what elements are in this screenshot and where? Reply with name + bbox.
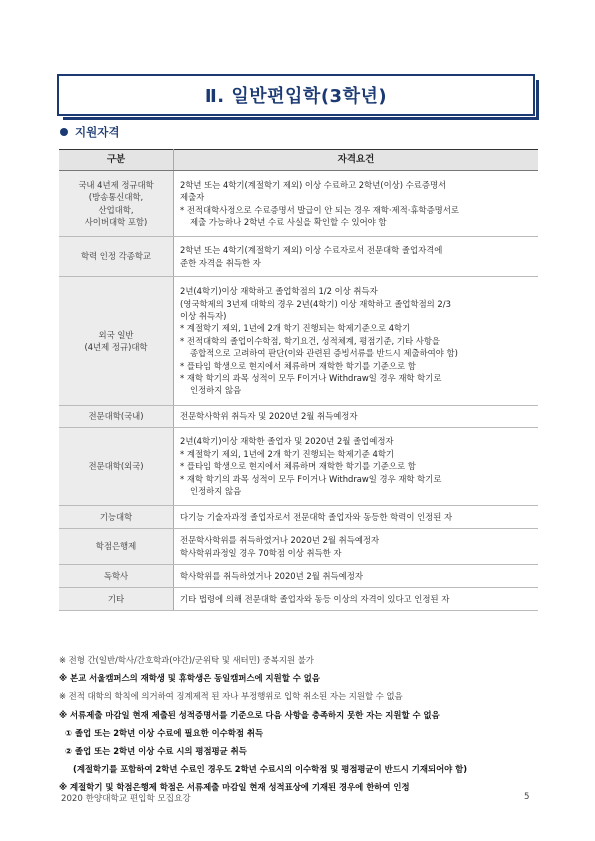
footer-text: 2020 한양대학교 편입학 모집요강 [61, 794, 191, 804]
note-line: ※ 계절학기 및 학점은행제 학점은 서류제출 마감일 현재 성적표상에 기재된 경우에 한하여 인정 [59, 782, 410, 793]
row-requirement [174, 588, 539, 611]
note-line: ※ 전형 간(일반/학사/간호학과(야간)/군위탁 및 새터민) 중복지원 불가 [59, 655, 314, 665]
category-line: 학점은행제 [95, 541, 137, 552]
table-row [59, 171, 538, 237]
requirement-line: 종합적으로 고려하여 판단(이와 관련된 증빙서류를 반드시 제출하여야 함) [190, 348, 458, 359]
requirement-line: 기타 법령에 의해 전문대학 졸업자와 동등 이상의 자격이 있다고 인정된 자 [180, 593, 450, 604]
column-header-category: 구분 [59, 150, 174, 171]
requirement-line: 학사학위를 취득하였거나 2020년 2월 취득예정자 [180, 570, 363, 581]
note-line: ② 졸업 또는 2학년 이상 수료 시의 평점평균 취득 [65, 746, 247, 757]
requirement-line: * 플타임 학생으로 현지에서 체류하며 재학한 학기를 기준으로 함 [180, 360, 416, 371]
requirement-line: 제출자 [180, 192, 205, 203]
requirement-line: 학사학위과정일 경우 70학점 이상 취득한 자 [180, 547, 342, 558]
requirement-line: 다기능 기술자과정 졸업자로서 전문대학 졸업자와 동등한 학력이 인정된 자 [180, 511, 453, 522]
requirement-line: 이상 취득자) [180, 310, 227, 321]
row-requirement [174, 428, 539, 506]
category-line: 기타 [107, 593, 125, 604]
category-line: 산업대학, [98, 204, 134, 215]
requirement-line: 인정하지 않음 [190, 385, 242, 396]
table-header-row [59, 150, 538, 171]
requirement-line: 2학년 또는 4학기(계절학기 제외) 이상 수료자로서 전문대학 졸업자격에 [180, 245, 443, 256]
category-line: 전문대학(국내) [88, 411, 144, 422]
requirement-line: 인정하지 않음 [190, 486, 242, 497]
note-line: ※ 서류제출 마감일 현재 제출된 성적증명서를 기준으로 다음 사항을 충족하지 못한 자는 지원할 수 없음 [59, 709, 440, 720]
note-line: (계절학기를 포함하여 2학년 수료인 경우도 2학년 수료시의 이수학점 및 평점평균이 반드시 기재되어야 함) [73, 764, 468, 775]
category-line: 사이버대학 포함) [84, 216, 148, 227]
table-row [59, 565, 538, 588]
requirement-line: * 전적대학의 졸업이수학점, 학기요건, 성적체계, 평점기준, 기타 사항을 [180, 335, 440, 346]
row-category [59, 565, 174, 588]
row-category [59, 237, 174, 277]
category-line: 독학사 [103, 570, 129, 581]
row-requirement [174, 171, 539, 237]
row-category [59, 277, 174, 406]
category-line: 국내 4년제 정규대학 [78, 179, 154, 190]
row-category [59, 406, 174, 428]
row-requirement [174, 277, 539, 406]
title-box [57, 74, 535, 116]
category-line: 전문대학(외국) [88, 461, 144, 472]
page-title: Ⅱ. 일반편입학(3학년) [204, 86, 388, 107]
requirements-table [59, 149, 538, 611]
requirement-line: (영국학제의 3년제 대학의 경우 2년(4학기) 이상 재학하고 졸업학점의 2/3 [180, 298, 451, 309]
requirement-line: 2년(4학기)이상 재학한 졸업자 및 2020년 2월 졸업예정자 [180, 436, 394, 447]
section-title: 지원자격 [75, 125, 120, 139]
requirement-line: * 플타임 학생으로 현지에서 체류하며 재학한 학기를 기준으로 함 [180, 461, 416, 472]
column-header-requirements: 자격요건 [174, 150, 539, 171]
requirement-line: 제출 가능하나 2학년 수료 사실을 확인할 수 있어야 함 [190, 216, 387, 227]
table-row [59, 588, 538, 611]
row-requirement [174, 237, 539, 277]
bullet-icon [60, 128, 68, 136]
row-requirement [174, 529, 539, 565]
category-line: 외국 일반 [98, 329, 134, 340]
table-row [59, 406, 538, 428]
requirement-line: * 계절학기 제외, 1년에 2개 학기 진행되는 학제기준 4학기 [180, 448, 395, 459]
title-box-shadow [63, 80, 539, 120]
requirement-line: 2학년 또는 4학기(계절학기 제외) 이상 수료하고 2학년(이상) 수료증명서 [180, 179, 447, 190]
section-heading [60, 124, 119, 140]
category-line: 학력 인정 각종학교 [80, 251, 152, 262]
requirement-line: * 재학 학기의 과목 성적이 모두 F이거나 Withdraw일 경우 재학 학기로 [180, 373, 442, 384]
page-number: 5 [524, 792, 530, 802]
requirement-line: * 전적대학사정으로 수료증명서 발급이 안 되는 경우 재학·제적·휴학증명서로 [180, 204, 459, 215]
category-line: 기능대학 [99, 511, 133, 522]
row-category [59, 529, 174, 565]
note-line: ① 졸업 또는 2학년 이상 수료에 필요한 이수학점 취득 [65, 727, 264, 738]
table-row [59, 506, 538, 529]
note-line: ※ 전적 대학의 학칙에 의거하여 징계제적 된 자나 부정행위로 입학 취소된 자는 지원할 수 없음 [59, 691, 403, 702]
category-line: (방송통신대학, [88, 192, 144, 203]
row-requirement [174, 506, 539, 529]
row-category [59, 506, 174, 529]
requirement-line: * 계절학기 제외, 1년에 2개 학기 진행되는 학제기준으로 4학기 [180, 323, 411, 334]
category-line: (4년제 정규)대학 [84, 342, 148, 352]
note-line: ※ 본교 서울캠퍼스의 재학생 및 휴학생은 동일캠퍼스에 지원할 수 없음 [59, 673, 320, 684]
requirement-line: 전문학사학위를 취득하였거나 2020년 2월 취득예정자 [180, 535, 380, 546]
table-row [59, 428, 538, 506]
requirement-line: 2년(4학기)이상 재학하고 졸업학점의 1/2 이상 취득자 [180, 286, 378, 297]
requirement-line: 준한 자격을 취득한 자 [180, 257, 261, 268]
row-category [59, 171, 174, 237]
table-row [59, 277, 538, 406]
table-row [59, 237, 538, 277]
row-requirement [174, 406, 539, 428]
requirement-line: 전문학사학위 취득자 및 2020년 2월 취득예정자 [180, 411, 358, 422]
notes-section [59, 651, 539, 797]
requirement-line: * 재학 학기의 과목 성적이 모두 F이거나 Withdraw일 경우 재학 학기로 [180, 473, 442, 484]
row-requirement [174, 565, 539, 588]
row-category [59, 428, 174, 506]
table-row [59, 529, 538, 565]
row-category [59, 588, 174, 611]
